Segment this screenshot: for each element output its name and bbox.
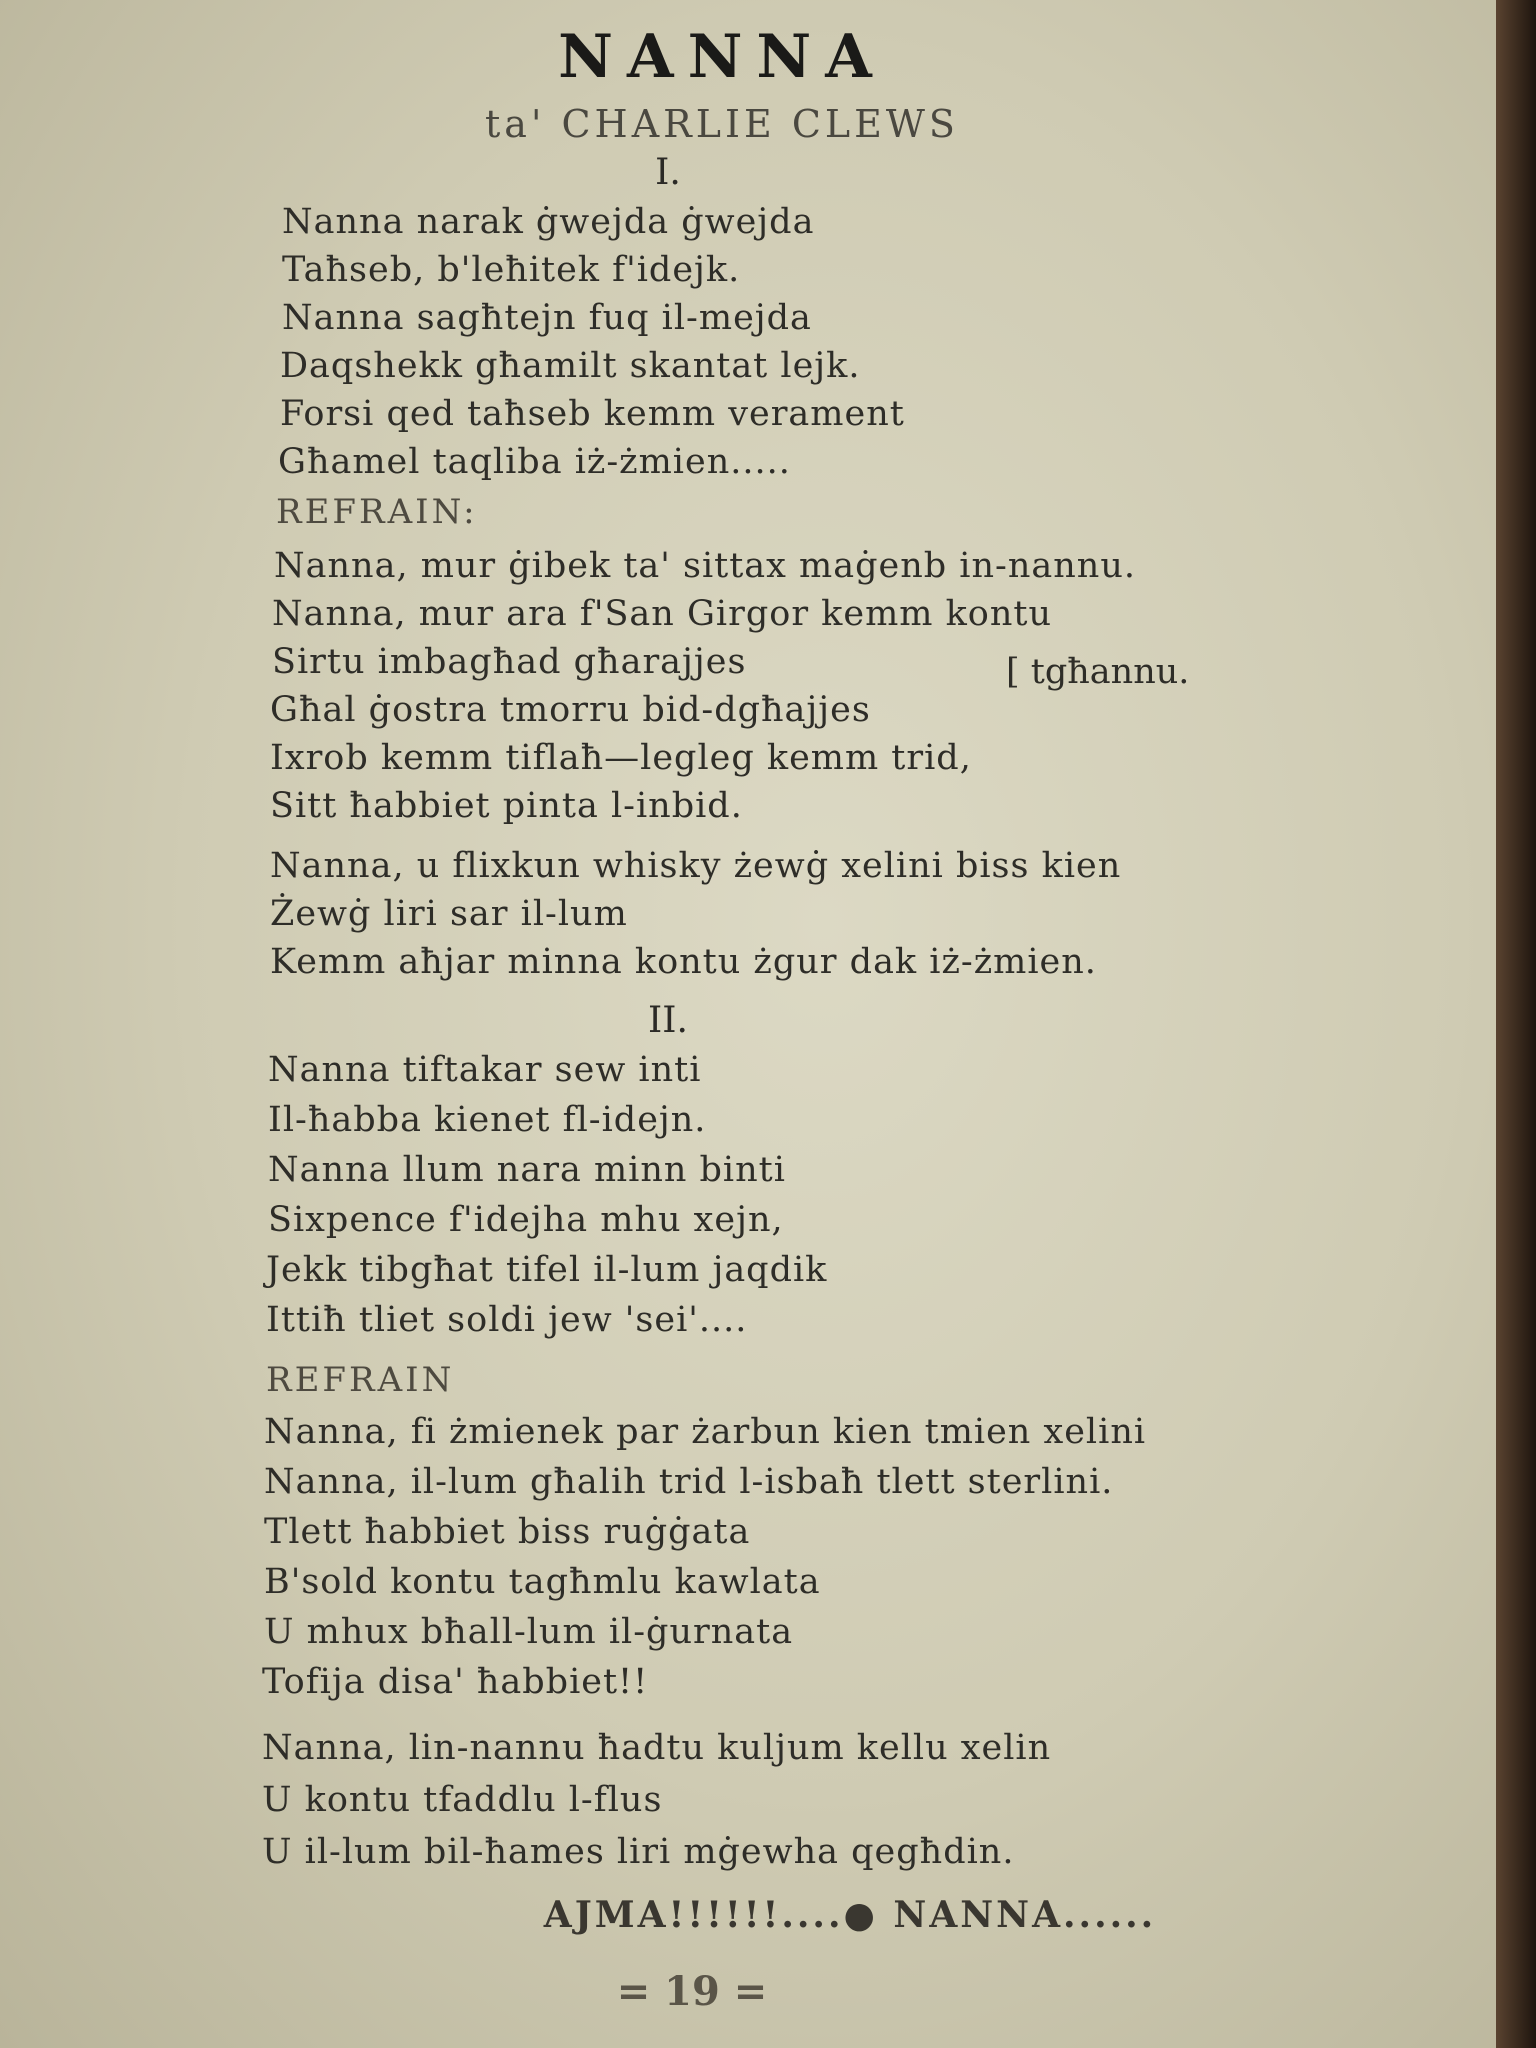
verse-2-number: II. [648, 1000, 688, 1041]
verse-1-line: Taħseb, b'leħitek f'idejk. [282, 250, 741, 290]
verse-2-line: Il-ħabba kienet fl-idejn. [268, 1100, 707, 1140]
verse-1-number: I. [655, 152, 681, 193]
verse-2-line: Nanna llum nara minn binti [268, 1150, 786, 1190]
book-spine-edge [1496, 0, 1536, 2048]
coda-1-line: Nanna, u flixkun whisky żewġ xelini biss kien [270, 846, 1122, 886]
song-title: NANNA [558, 22, 886, 92]
page-number: = 19 = [616, 1968, 768, 2015]
coda-1-line: Kemm aħjar minna kontu żgur dak iż-żmien. [270, 942, 1097, 982]
verse-1-line: Daqshekk għamilt skantat lejk. [280, 346, 861, 386]
coda-2-line: Nanna, lin-nannu ħadtu kuljum kellu xelin [262, 1728, 1052, 1768]
verse-1-line: Nanna sagħtejn fuq il-mejda [282, 298, 812, 338]
verse-2-line: Sixpence f'idejha mhu xejn, [268, 1200, 784, 1240]
refrain-2-line: Tofija disa' ħabbiet!! [262, 1662, 649, 1702]
refrain-2-line: B'sold kontu tagħmlu kawlata [264, 1562, 821, 1602]
coda-1-line: Żewġ liri sar il-lum [270, 894, 628, 934]
coda-2-line: U kontu tfaddlu l-flus [262, 1780, 663, 1820]
verse-1-line: Forsi qed taħseb kemm verament [280, 394, 905, 434]
song-author: ta' CHARLIE CLEWS [485, 102, 959, 146]
refrain-1-bracket-note: [ tgħannu. [1006, 652, 1190, 692]
refrain-1-label: REFRAIN: [276, 492, 478, 532]
verse-2-line: Ittiħ tliet soldi jew 'sei'.... [266, 1300, 748, 1340]
refrain-2-line: Nanna, fi żmienek par żarbun kien tmien xelini [264, 1412, 1147, 1452]
coda-2-line: U il-lum bil-ħames liri mġewha qegħdin. [262, 1832, 1015, 1872]
refrain-1-line: Għal ġostra tmorru bid-dgħajjes [270, 690, 871, 730]
verse-2-line: Nanna tiftakar sew inti [268, 1050, 702, 1090]
refrain-1-line: Sirtu imbagħad għarajjes [272, 642, 747, 682]
refrain-1-line: Sitt ħabbiet pinta l-inbid. [270, 786, 743, 826]
closing-exclamation: AJMA!!!!!!....● NANNA...... [543, 1894, 1157, 1936]
verse-1-line: Nanna narak ġwejda ġwejda [282, 202, 815, 242]
refrain-2-line: Nanna, il-lum għalih trid l-isbaħ tlett sterlini. [264, 1462, 1114, 1502]
verse-2-line: Jekk tibgħat tifel il-lum jaqdik [266, 1250, 828, 1290]
refrain-2-line: Tlett ħabbiet biss ruġġata [264, 1512, 751, 1552]
refrain-2-label: REFRAIN [266, 1360, 455, 1400]
refrain-2-line: U mhux bħall-lum il-ġurnata [264, 1612, 794, 1652]
refrain-1-line: Nanna, mur ġibek ta' sittax maġenb in-nannu. [274, 546, 1136, 586]
verse-1-line: Għamel taqliba iż-żmien..... [278, 442, 791, 482]
refrain-1-line: Ixrob kemm tiflaħ—legleg kemm trid, [270, 738, 972, 778]
refrain-1-line: Nanna, mur ara f'San Girgor kemm kontu [272, 594, 1053, 634]
